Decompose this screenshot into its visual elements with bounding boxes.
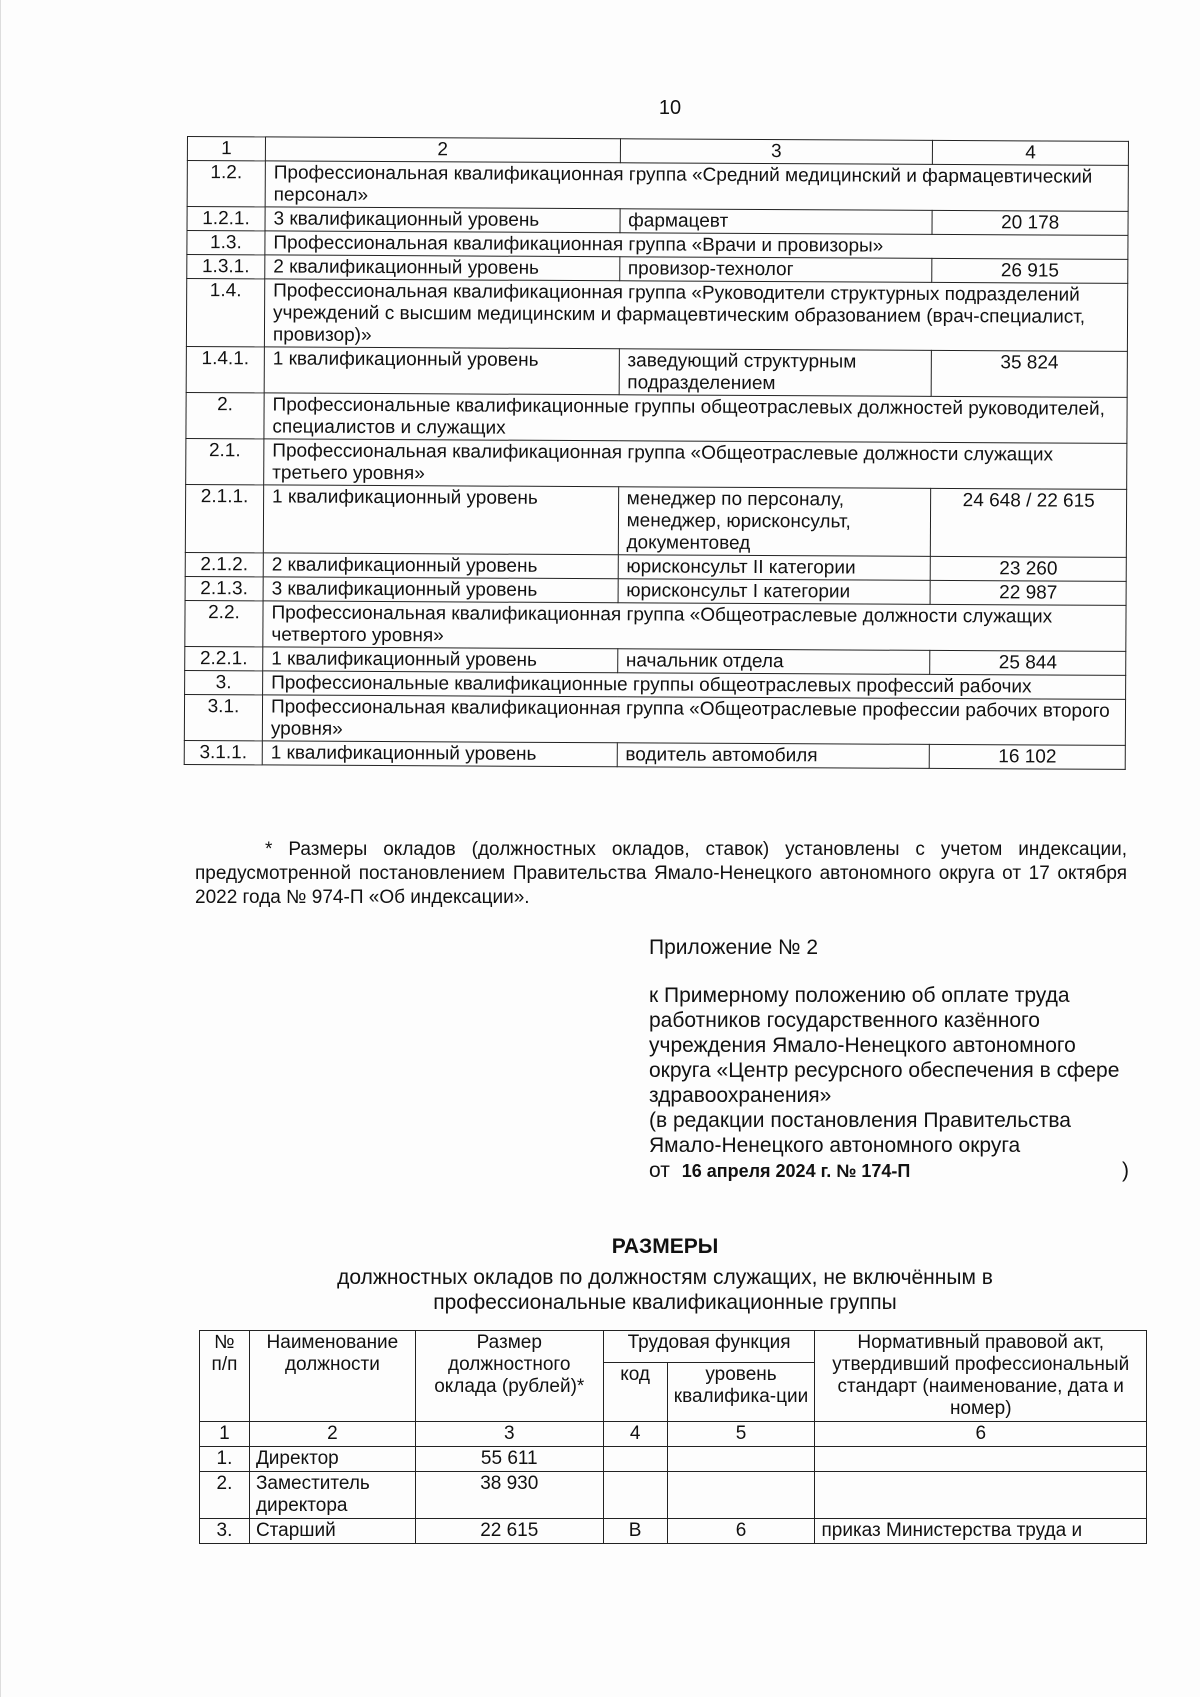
group-title: Профессиональные квалификационные группы общеотраслевых профессий рабочих xyxy=(263,671,1126,700)
qualification-level: 1 квалификационный уровень xyxy=(263,485,618,555)
col-number-3: 3 xyxy=(415,1422,603,1447)
footnote-text: * Размеры окладов (должностных окладов, ставок) установлены с учетом индексации, предусмотренной постановлением Правительства Ямало-Ненецкого автономного округа от 17 октября 2022 года № 974-П «Об индексации». xyxy=(195,839,1127,908)
salary-value: 20 178 xyxy=(932,210,1128,235)
column-numbers-row xyxy=(200,1422,1147,1447)
qualification-level: 2 квалификационный уровень xyxy=(265,255,620,281)
qualification-level xyxy=(667,1447,815,1472)
group-title: Профессиональные квалификационные группы общеотраслевых должностей руководителей, специалистов и служащих xyxy=(264,393,1127,444)
function-code xyxy=(603,1447,667,1472)
group-title: Профессиональная квалификационная группа «Общеотраслевые должности служащих третьего уровня» xyxy=(264,439,1127,490)
page-edge xyxy=(0,0,1,1697)
qualification-level: 1 квалификационный уровень xyxy=(262,741,617,767)
qualification-level: 3 квалификационный уровень xyxy=(265,207,620,233)
row-number: 1.2. xyxy=(187,161,265,207)
page-number: 10 xyxy=(658,97,682,119)
row-number: 1.3.1. xyxy=(187,255,265,279)
position-name: Заместитель директора xyxy=(249,1472,415,1519)
group-title: Профессиональная квалификационная группа «Средний медицинский и фармацевтический персонал» xyxy=(265,161,1128,212)
section-subtitle: должностных окладов по должностям служащих, не включённым в профессиональные квалификационные группы xyxy=(337,1266,993,1314)
row-number: 1.4. xyxy=(186,279,264,347)
position-name: менеджер по персоналу, менеджер, юрисконсульт, документовед xyxy=(618,487,931,557)
row-number: 2.1. xyxy=(186,438,264,484)
salary-value: 26 915 xyxy=(932,258,1128,283)
section-heading xyxy=(300,0,1030,1315)
col-number-3: 3 xyxy=(620,139,933,165)
date-value: 16 апреля 2024 г. № 174-П xyxy=(681,1161,911,1181)
header-code: код xyxy=(603,1362,667,1421)
row-number: 3. xyxy=(200,1519,250,1544)
col-number-2: 2 xyxy=(265,137,620,163)
row-number: 2. xyxy=(186,392,264,438)
qualification-level xyxy=(667,1472,815,1519)
position-name: заведующий структурным подразделением xyxy=(619,349,932,397)
qualification-level: 1 квалификационный уровень xyxy=(263,647,618,673)
function-code: В xyxy=(603,1519,667,1544)
salary-value: 16 102 xyxy=(929,744,1125,769)
row-number: 1.4.1. xyxy=(186,346,264,392)
group-title: Профессиональная квалификационная группа «Общеотраслевые профессии рабочих второго уровня» xyxy=(262,695,1125,746)
salary-value: 55 611 xyxy=(415,1447,603,1472)
qualification-level: 3 квалификационный уровень xyxy=(263,577,618,603)
row-number: 2.1.2. xyxy=(185,552,263,576)
header-name: Наименование должности xyxy=(249,1331,415,1422)
table-row xyxy=(200,1447,1147,1472)
salary-value: 23 260 xyxy=(930,556,1126,581)
salary-value: 24 648 / 22 615 xyxy=(931,488,1127,557)
function-code xyxy=(603,1472,667,1519)
col-number-2: 2 xyxy=(249,1422,415,1447)
table-header-row xyxy=(200,1331,1147,1363)
date-prefix: от xyxy=(649,1159,670,1182)
row-number: 2.2. xyxy=(185,600,263,646)
group-title: Профессиональная квалификационная группа «Общеотраслевые должности служащих четвертого уровня» xyxy=(263,601,1126,652)
row-number: 3.1.1. xyxy=(184,740,262,764)
position-name: юрисконсульт I категории xyxy=(618,579,931,605)
position-name: провизор-технолог xyxy=(619,257,932,283)
row-number: 1.2.1. xyxy=(187,207,265,231)
position-name: юрисконсульт II категории xyxy=(618,555,931,581)
normative-act: приказ Министерства труда и xyxy=(815,1519,1147,1544)
row-number: 2.1.3. xyxy=(185,576,263,600)
position-name: водитель автомобиля xyxy=(617,743,930,769)
row-number: 2.1.1. xyxy=(185,484,263,552)
row-number: 3.1. xyxy=(184,694,262,740)
col-number-1: 1 xyxy=(187,137,265,161)
col-number-4: 4 xyxy=(603,1422,667,1447)
header-level: уровень квалифика-ции xyxy=(667,1362,815,1421)
table-row xyxy=(200,1519,1147,1544)
salary-value: 25 844 xyxy=(930,650,1126,675)
closing-paren: ) xyxy=(1122,1159,1129,1182)
row-number: 2.2.1. xyxy=(185,646,263,670)
position-name: Старший xyxy=(249,1519,415,1544)
row-number: 1.3. xyxy=(187,231,265,255)
qualification-level: 2 квалификационный уровень xyxy=(263,553,618,579)
header-num: № п/п xyxy=(200,1331,250,1422)
col-number-1: 1 xyxy=(200,1422,250,1447)
salary-value: 38 930 xyxy=(415,1472,603,1519)
header-salary: Размер должностного оклада (рублей)* xyxy=(415,1331,603,1422)
header-function: Трудовая функция xyxy=(603,1331,815,1363)
salary-value: 22 615 xyxy=(415,1519,603,1544)
qualification-level: 1 квалификационный уровень xyxy=(264,347,619,395)
row-number: 3. xyxy=(185,670,263,694)
row-number: 1. xyxy=(200,1447,250,1472)
position-name: начальник отдела xyxy=(617,649,930,675)
normative-act xyxy=(815,1447,1147,1472)
appendix-body: к Примерному положению об оплате труда работников государственного казённого учреждения Ямало-Ненецкого автономного округа «Центр ресурсного обеспечения в сфере здравоохранения» xyxy=(649,984,1120,1107)
header-act: Нормативный правовой акт, утвердивший профессиональный стандарт (наименование, дата и номер) xyxy=(815,1331,1147,1422)
col-number-5: 5 xyxy=(667,1422,815,1447)
section-title: РАЗМЕРЫ xyxy=(611,1235,719,1258)
group-title: Профессиональная квалификационная группа «Врачи и провизоры» xyxy=(265,231,1128,260)
qualification-level: 6 xyxy=(667,1519,815,1544)
group-title: Профессиональная квалификационная группа «Руководители структурных подразделений учреждений с высшим медицинским и фармацевтическим образованием (врач-специалист, провизор)» xyxy=(264,279,1127,352)
salary-table xyxy=(199,1330,1147,1544)
col-number-4: 4 xyxy=(933,140,1129,165)
position-name: Директор xyxy=(249,1447,415,1472)
row-number: 2. xyxy=(200,1472,250,1519)
normative-act xyxy=(815,1472,1147,1519)
col-number-6: 6 xyxy=(815,1422,1147,1447)
table-row xyxy=(200,1472,1147,1519)
salary-value: 35 824 xyxy=(931,350,1127,397)
salary-value: 22 987 xyxy=(930,580,1126,605)
appendix-edition: (в редакции постановления Правительства Ямало-Ненецкого автономного округа xyxy=(649,1109,1071,1157)
appendix-title: Приложение № 2 xyxy=(649,936,819,959)
position-name: фармацевт xyxy=(620,209,933,235)
